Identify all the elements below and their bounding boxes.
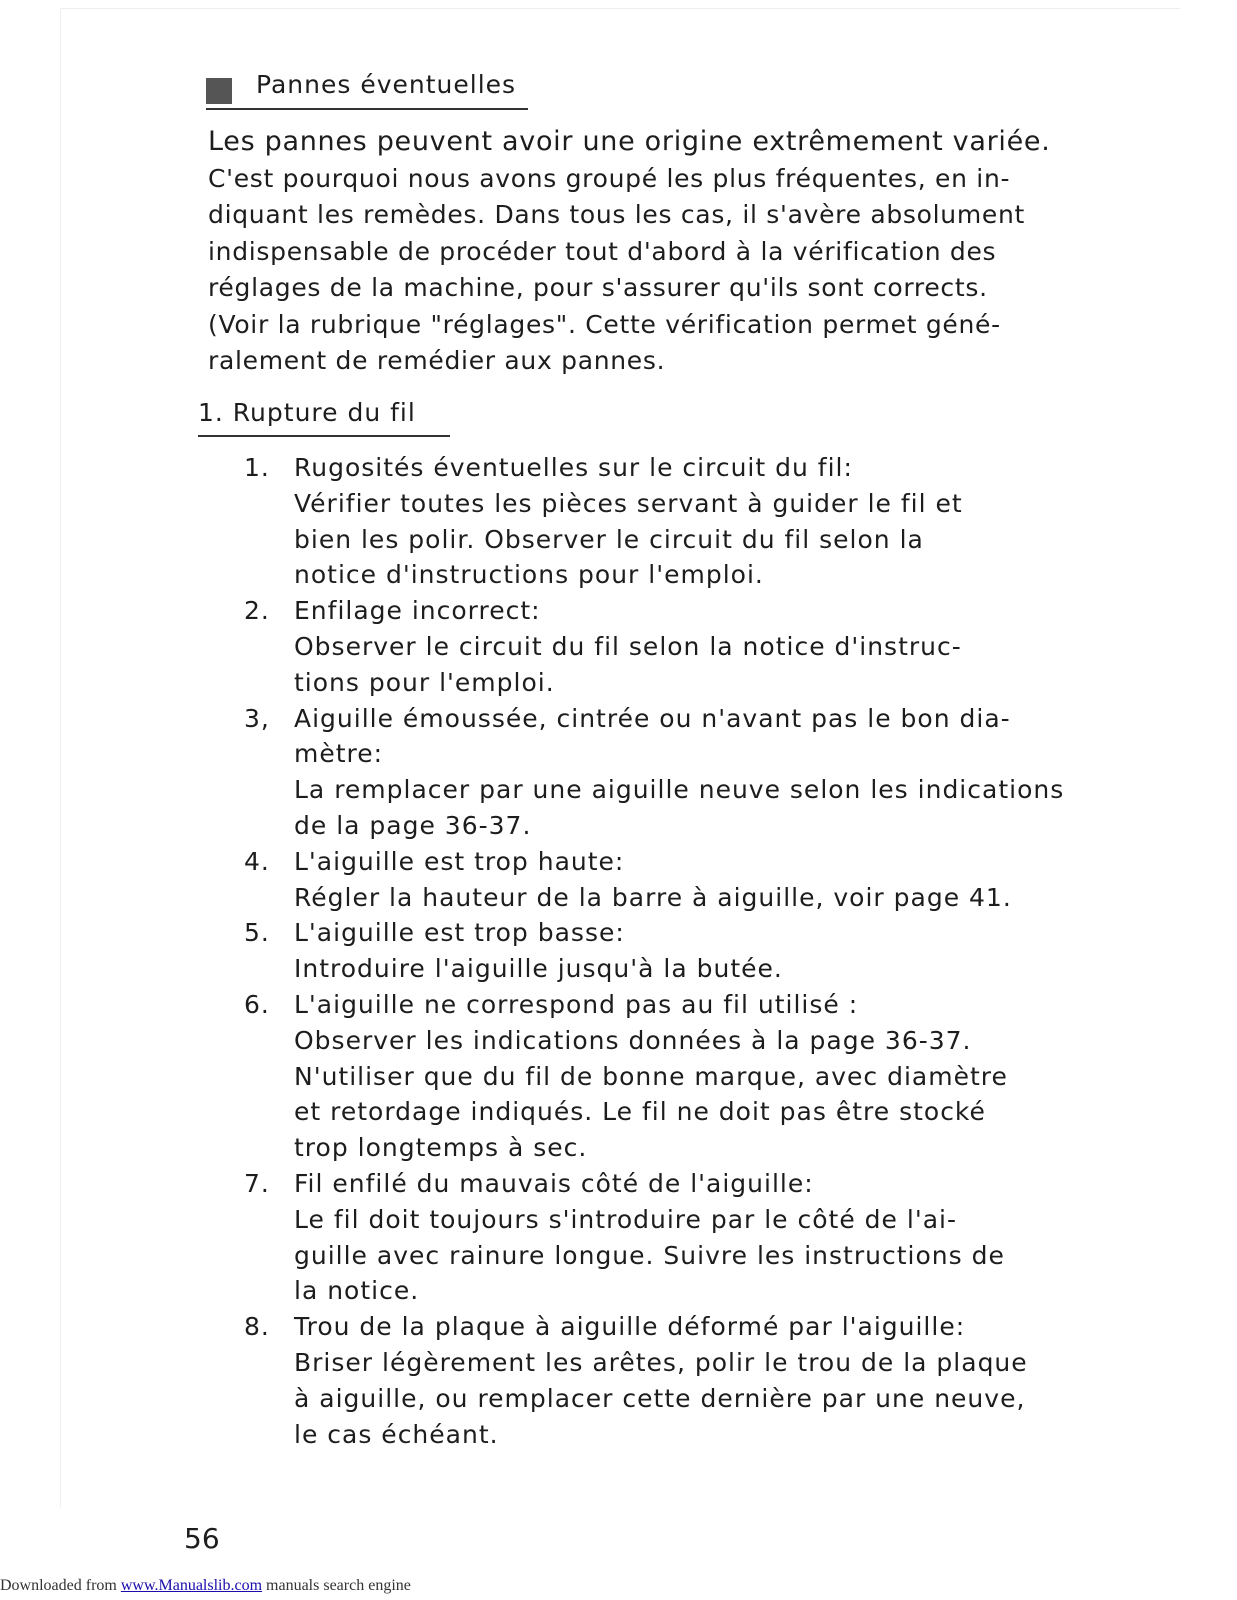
footer-suffix: manuals search engine — [262, 1577, 411, 1594]
subsection-title: 1. Rupture du fil — [198, 398, 416, 427]
cause-line: N'utiliser que du fil de bonne marque, avec diamètre — [294, 1061, 1008, 1091]
intro-line: C'est pourquoi nous avons groupé les plus fréquentes, en in- — [208, 163, 1011, 193]
page-number: 56 — [184, 1522, 220, 1555]
cause-line: à aiguille, ou remplacer cette dernière par une neuve, — [294, 1383, 1026, 1413]
cause-line: La remplacer par une aiguille neuve selon les indications — [294, 775, 1065, 805]
cause-line: L'aiguille est trop haute: — [294, 846, 625, 876]
cause-line: trop longtemps à sec. — [294, 1133, 588, 1163]
cause-number: 7. — [244, 1168, 270, 1198]
manualslib-link[interactable]: www.Manualslib.com — [120, 1577, 263, 1594]
intro-line: réglages de la machine, pour s'assurer qu'ils sont corrects. — [208, 273, 988, 302]
cause-line: Briser légèrement les arêtes, polir le trou de la plaque — [294, 1347, 1028, 1377]
cause-number: 5. — [244, 918, 270, 948]
cause-line: Fil enfilé du mauvais côté de l'aiguille: — [294, 1168, 814, 1198]
intro-line: ralement de remédier aux pannes. — [208, 346, 666, 375]
cause-item-8 — [244, 1309, 1144, 1452]
cause-line: Régler la hauteur de la barre à aiguille, voir page 41. — [294, 882, 1012, 912]
cause-item-3 — [244, 701, 1144, 844]
cause-line: le cas échéant. — [294, 1419, 499, 1449]
intro-line: indispensable de procéder tout d'abord à la vérification des — [208, 236, 997, 266]
section-title: Pannes éventuelles — [256, 70, 517, 99]
cause-line: notice d'instructions pour l'emploi. — [294, 560, 764, 590]
footer-prefix: Downloaded from — [0, 1577, 121, 1594]
cause-number: 2. — [244, 596, 270, 626]
square-bullet-icon — [206, 78, 232, 104]
cause-line: tions pour l'emploi. — [294, 667, 555, 697]
cause-number: 6. — [244, 989, 270, 1019]
cause-line: Observer le circuit du fil selon la notice d'instruc- — [294, 631, 962, 661]
cause-line: Trou de la plaque à aiguille déformé par l'aiguille: — [294, 1312, 966, 1342]
cause-item-5 — [244, 915, 1144, 987]
cause-line: Le fil doit toujours s'introduire par le côté de l'ai- — [294, 1204, 957, 1234]
cause-line: Introduire l'aiguille jusqu'à la butée. — [294, 954, 783, 984]
cause-item-4 — [244, 844, 1144, 916]
cause-line: L'aiguille ne correspond pas au fil utilisé : — [294, 989, 859, 1019]
cause-line: et retordage indiqués. Le fil ne doit pas être stocké — [294, 1097, 986, 1127]
cause-line: mètre: — [294, 739, 384, 769]
cause-number: 8. — [244, 1312, 270, 1342]
cause-line: Rugosités éventuelles sur le circuit du fil: — [294, 453, 853, 482]
cause-line: Observer les indications données à la page 36-37. — [294, 1025, 972, 1055]
cause-line: Vérifier toutes les pièces servant à guider le fil et — [294, 488, 963, 518]
intro-line: Les pannes peuvent avoir une origine extrêmement variée. — [208, 126, 1051, 157]
cause-line: L'aiguille est trop basse: — [294, 918, 625, 948]
cause-number: 3, — [244, 703, 270, 733]
cause-item-7 — [244, 1166, 1144, 1309]
cause-line: guille avec rainure longue. Suivre les instructions de — [294, 1240, 1005, 1270]
intro-paragraph — [208, 124, 1088, 380]
cause-line: de la page 36-37. — [294, 810, 532, 840]
intro-line: (Voir la rubrique "réglages". Cette vérification permet géné- — [208, 309, 1001, 339]
scan-edge-top — [60, 8, 1180, 9]
cause-line: bien les polir. Observer le circuit du fil selon la — [294, 524, 924, 554]
subsection-underline — [198, 435, 450, 437]
scan-edge-left — [60, 8, 61, 1508]
section-underline — [206, 108, 528, 110]
subsection-heading — [198, 398, 416, 427]
cause-line: la notice. — [294, 1276, 420, 1306]
intro-line: diquant les remèdes. Dans tous les cas, il s'avère absolument — [208, 200, 1026, 229]
cause-item-6 — [244, 987, 1144, 1166]
cause-number: 1. — [244, 453, 270, 482]
cause-number: 4. — [244, 846, 270, 876]
cause-list — [244, 450, 1144, 1452]
cause-item-2 — [244, 593, 1144, 700]
cause-line: Aiguille émoussée, cintrée ou n'avant pas le bon dia- — [294, 703, 1011, 733]
cause-item-1 — [244, 450, 1144, 593]
cause-line: Enfilage incorrect: — [294, 596, 541, 626]
download-footer — [0, 1577, 411, 1595]
